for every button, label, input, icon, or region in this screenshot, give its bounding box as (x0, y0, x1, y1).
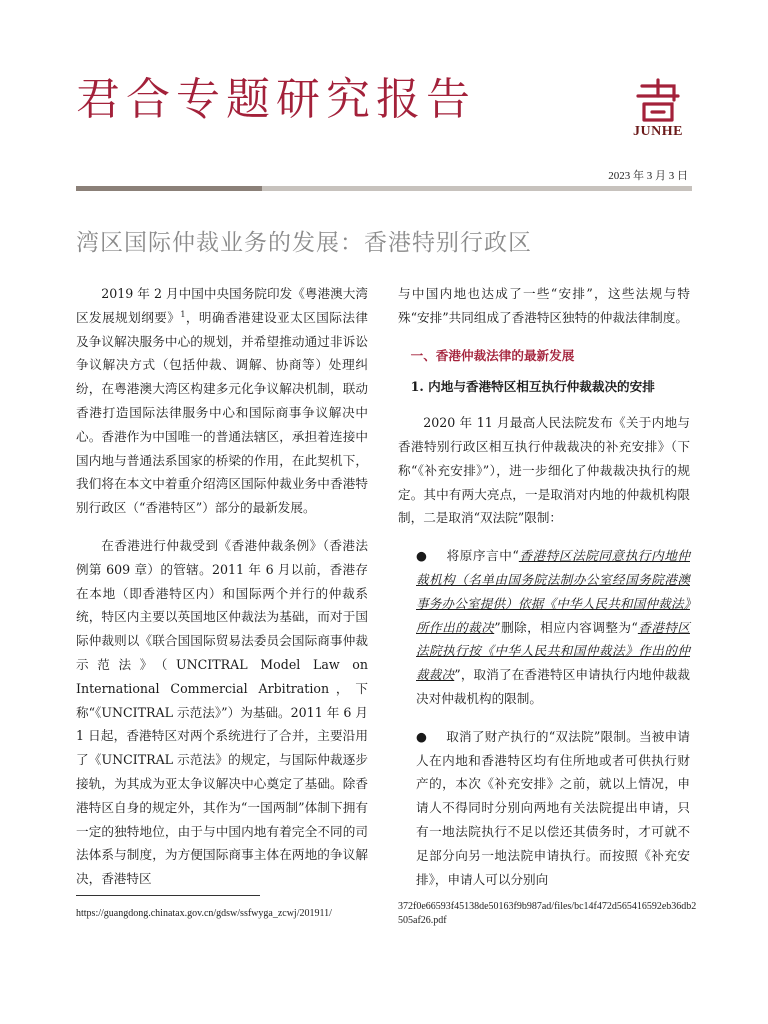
junhe-logo-icon (634, 78, 682, 122)
header-rule-accent (76, 186, 262, 191)
bullet-item-1: ● 将原序言中“香港特区法院同意执行内地仲裁机构（名单由国务院法制办公室经国务院港澳事务办公室提供）依据《中华人民共和国仲裁法》所作出的裁决”删除，相应内容调整为“香港特区法院执行按《中华人民共和国仲裁法》作出的仲裁裁决”，取消了在香港特区申请执行内地仲裁裁决对仲裁机构的限制。 (398, 544, 690, 711)
footnote-link-part1[interactable]: https://guangdong.chinatax.gov.cn/gdsw/ssfwyga_zcwj/201911/ (76, 908, 332, 919)
report-date: 2023 年 3 月 3 日 (608, 170, 688, 182)
footnote-link-part2[interactable]: 372f0e66593f45138de50163f9b987ad/files/bc14f472d565416592eb36db2505af26.pdf (398, 901, 697, 926)
paragraph-ordinance: 在香港进行仲裁受到《香港仲裁条例》（香港法例第 609 章）的管辖。2011 年 6 月以前，香港存在本地（即香港特区内）和国际两个并行的仲裁系统，特区内主要以英国地区仲裁法为基础，而对于国际仲裁则以《联合国国际贸易法委员会国际商事仲裁示范法》（UNCITRAL Model Law on International Commercial Arbitration，下称“《UNCITRAL 示范法》”）为基础。2011 年 6 月 1 日起，香港特区对两个系统进行了合并，主要沿用了《UNCITRAL 示范法》的规定，与国际仲裁逐步接轨，为其成为亚太争议解决中心奠定了基础。除香港特区自身的规定外，其作为“一国两制”体制下拥有一定的独特地位，由于与中国内地有着完全不同的司法体系与制度，为方便国际商事主体在两地的争议解决，香港特区 (76, 537, 368, 887)
document-title: 湾区国际仲裁业务的发展：香港特别行政区 (76, 230, 532, 256)
paragraph-continuation: 与中国内地也达成了一些“安排”，这些法规与特殊“安排”共同组成了香港特区独特的仲裁法律制度。 (398, 286, 690, 325)
bullet-icon: ● (416, 548, 427, 564)
junhe-logo (628, 78, 688, 144)
paragraph-supplement: 2020 年 11 月最高人民法院发布《关于内地与香港特别行政区相互执行仲裁裁决的补充安排》（下称“《补充安排》”），进一步细化了仲裁裁决执行的规定。其中有两大亮点，一是取消对内地的仲裁机构限制，二是取消“双法院”限制： (398, 415, 690, 526)
junhe-logo-text: JUNHE (633, 124, 683, 139)
bullet-icon: ● (416, 728, 427, 744)
right-column (398, 282, 690, 905)
section-heading: 一、香港仲裁法律的最新发展 (410, 347, 575, 363)
subsection-heading: 1. 内地与香港特区相互执行仲裁裁决的安排 (410, 379, 655, 395)
paragraph-intro: 2019 年 2 月中国中央国务院印发《粤港澳大湾区发展规划纲要》$^1$，明确香港建设亚太区国际法律及争议解决服务中心的规划，并希望推动通过非诉讼争议解决方式（包括仲裁、调解、协商等）处理纠纷，在粤港澳大湾区构建多元化争议解决机制，联动香港打造国际法律服务中心和国际商事争议解决中心。香港作为中国唯一的普通法辖区，承担着连接中国内地与普通法系国家的桥梁的作用，在此契机下，我们将在本文中着重介绍湾区国际仲裁业务中香港特别行政区（“香港特区”）部分的最新发展。 (76, 286, 369, 516)
masthead-title: 君合专题研究报告 (76, 74, 476, 125)
footnote-ref[interactable]: 1 (180, 309, 186, 319)
footnote-rule (76, 895, 260, 896)
left-column (76, 282, 368, 905)
bullet-item-2: ● 取消了财产执行的“双法院”限制。当被申请人在内地和香港特区均有住所地或者可供执行财产的，本次《补充安排》之前，就以上情况，申请人不得同时分别向两地有关法院提出申请，只有一地法院执行不足以偿还其债务时，才可就不足部分向另一地法院申请执行。而按照《补充安排》，申请人可以分别向 (398, 725, 690, 892)
